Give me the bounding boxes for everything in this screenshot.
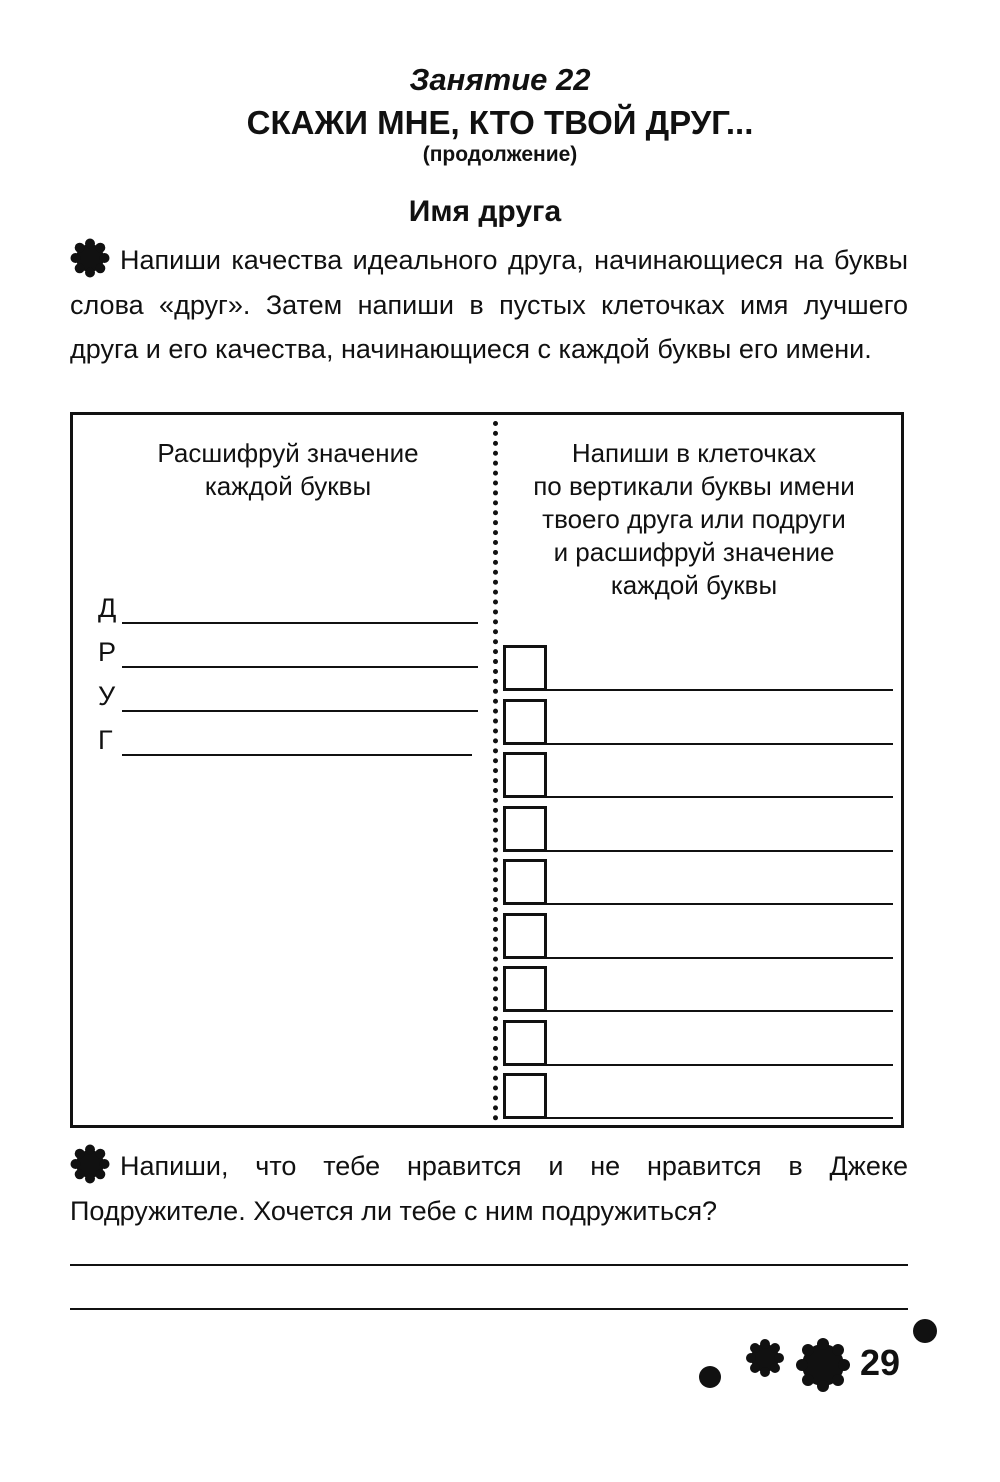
answer-underline[interactable] bbox=[547, 689, 893, 691]
decorative-dot-icon bbox=[910, 1316, 940, 1346]
page-subtitle: (продолжение) bbox=[422, 143, 578, 166]
letter-box[interactable] bbox=[503, 752, 547, 798]
task-1 bbox=[70, 238, 908, 372]
letter-row-r[interactable] bbox=[98, 634, 478, 670]
worksheet-table bbox=[70, 412, 904, 1128]
letter-label: Г bbox=[98, 725, 113, 755]
letter-box[interactable] bbox=[503, 699, 547, 745]
answer-underline[interactable] bbox=[122, 622, 478, 624]
decorative-dots-icon bbox=[690, 1310, 860, 1400]
name-letter-row[interactable] bbox=[503, 806, 893, 852]
name-letter-row[interactable] bbox=[503, 699, 893, 745]
answer-underline[interactable] bbox=[547, 1064, 893, 1066]
letter-box[interactable] bbox=[503, 645, 547, 691]
left-heading-text: Расшифруй значение каждой буквы bbox=[157, 438, 419, 501]
letter-box[interactable] bbox=[503, 859, 547, 905]
answer-underline[interactable] bbox=[547, 796, 893, 798]
name-letter-row[interactable] bbox=[503, 645, 893, 691]
answer-underline[interactable] bbox=[122, 666, 478, 668]
name-letter-row[interactable] bbox=[503, 966, 893, 1012]
letter-box[interactable] bbox=[503, 806, 547, 852]
letter-row-u[interactable] bbox=[98, 678, 478, 714]
section-title: Имя друга bbox=[408, 195, 562, 228]
answer-underline[interactable] bbox=[547, 957, 893, 959]
name-letter-row[interactable] bbox=[503, 859, 893, 905]
letter-row-d[interactable] bbox=[98, 590, 478, 626]
answer-underline[interactable] bbox=[122, 754, 472, 756]
letter-label: Р bbox=[98, 637, 117, 667]
task-2-text: Напиши, что тебе нравится и не нравится в Джеке Подружителе. Хочется ли тебе с ним подружиться? bbox=[70, 1151, 908, 1226]
page-footer bbox=[690, 1310, 950, 1400]
answer-underline[interactable] bbox=[547, 903, 893, 905]
bullet-flower-icon bbox=[70, 1144, 110, 1184]
name-letter-row[interactable] bbox=[503, 1020, 893, 1066]
page-title: СКАЖИ МНЕ, КТО ТВОЙ ДРУГ... bbox=[246, 104, 754, 141]
letter-box[interactable] bbox=[503, 1020, 547, 1066]
answer-underline[interactable] bbox=[547, 1010, 893, 1012]
letter-row-g[interactable] bbox=[98, 722, 478, 758]
answer-underline[interactable] bbox=[547, 743, 893, 745]
answer-underline[interactable] bbox=[547, 1117, 893, 1119]
task-2 bbox=[70, 1144, 908, 1233]
letter-box[interactable] bbox=[503, 913, 547, 959]
task-1-text: Напиши качества идеального друга, начинающиеся на буквы слова «друг». Затем напиши в пустых клеточках имя лучшего друга и его качества, начинающиеся с каждой буквы его имени. bbox=[70, 245, 908, 364]
right-column-heading bbox=[493, 437, 895, 602]
left-column-heading bbox=[103, 437, 473, 503]
lesson-number: Занятие 22 bbox=[409, 62, 591, 97]
name-letter-row[interactable] bbox=[503, 752, 893, 798]
answer-underline[interactable] bbox=[547, 850, 893, 852]
name-letter-row[interactable] bbox=[503, 913, 893, 959]
bullet-flower-icon bbox=[70, 238, 110, 278]
letter-box[interactable] bbox=[503, 966, 547, 1012]
answer-line-1[interactable] bbox=[70, 1264, 908, 1266]
letter-box[interactable] bbox=[503, 1073, 547, 1119]
right-heading-text: Напиши в клеточках по вертикали буквы имени твоего друга или подруги и расшифруй значение каждой буквы bbox=[533, 438, 855, 600]
page-number: 29 bbox=[860, 1342, 901, 1383]
answer-underline[interactable] bbox=[122, 710, 478, 712]
letter-label: Д bbox=[98, 593, 117, 623]
letter-label: У bbox=[98, 681, 116, 711]
name-letter-row[interactable] bbox=[503, 1073, 893, 1119]
